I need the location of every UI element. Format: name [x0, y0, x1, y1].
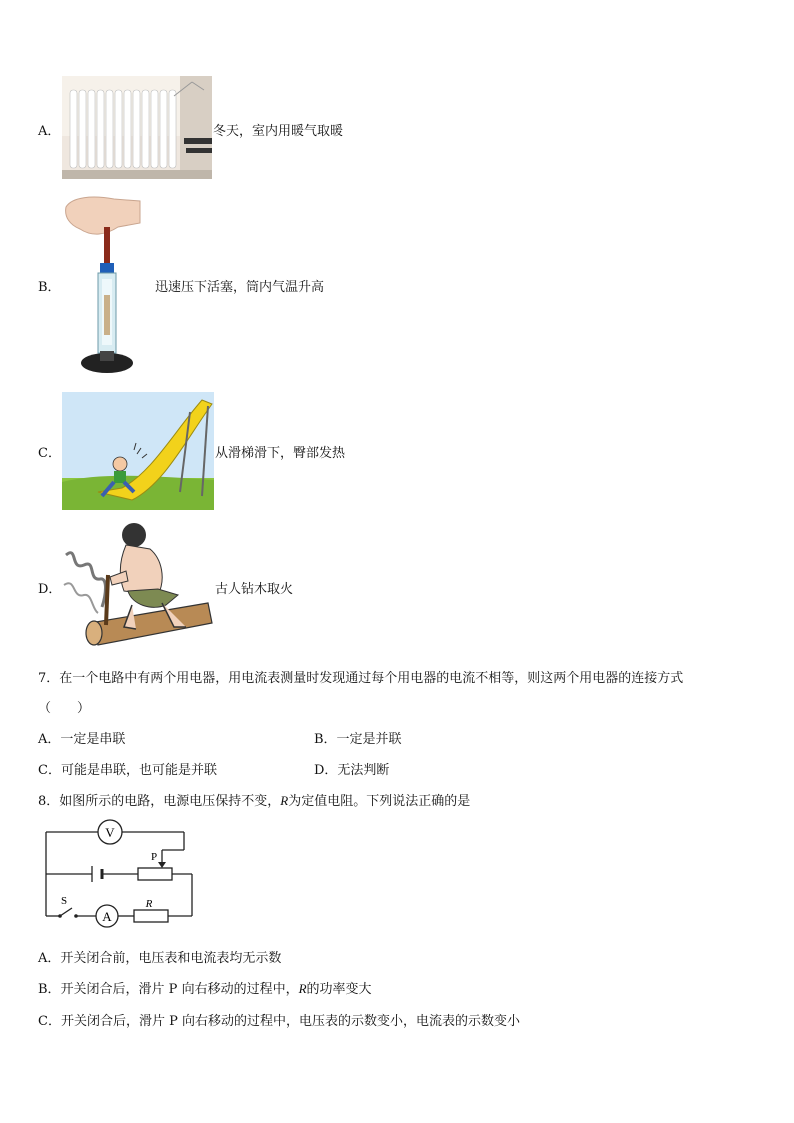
q7-option-a: A．一定是串联: [38, 732, 126, 747]
option-b-text: 迅速压下活塞，筒内气温升高: [155, 280, 325, 295]
option-c-letter: C．: [38, 446, 61, 461]
q8-stem-var: R: [280, 793, 289, 808]
q8-stem-pre: 8．如图所示的电路，电源电压保持不变，: [38, 794, 281, 809]
option-a-text: 冬天，室内用暖气取暖: [213, 124, 344, 139]
air-piston-illustration: [62, 195, 152, 381]
q7-blank: （ ）: [38, 701, 91, 716]
circuit-diagram: [40, 818, 200, 930]
q7-option-c: C．可能是串联，也可能是并联: [38, 763, 217, 778]
option-b-letter: B．: [38, 280, 61, 295]
q7-option-b: B．一定是并联: [314, 732, 402, 747]
resistor-label: R: [145, 898, 153, 910]
q8-option-c: C．开关闭合后，滑片 P 向右移动的过程中，电压表的示数变小，电流表的示数变小: [38, 1014, 520, 1029]
option-c-text: 从滑梯滑下，臀部发热: [215, 446, 346, 461]
q8-option-b-pre: B．开关闭合后，滑片 P 向右移动的过程中，: [38, 982, 299, 997]
q8-stem: [38, 790, 470, 809]
q7-option-d: D．无法判断: [314, 763, 390, 778]
radiator-illustration: [62, 76, 212, 179]
q8-option-b-post: 的功率变大: [306, 982, 372, 997]
q8-option-b: [38, 978, 372, 997]
q8-option-b-var: R: [298, 981, 307, 996]
voltmeter-label: V: [105, 825, 115, 840]
q7-stem: 7．在一个电路中有两个用电器，用电流表测量时发现通过每个用电器的电流不相等，则这两个用电器的连接方式: [38, 671, 684, 686]
switch-label: S: [60, 895, 68, 907]
slider-label: P: [150, 851, 158, 863]
q8-option-a: A．开关闭合前，电压表和电流表均无示数: [38, 951, 282, 966]
option-d-letter: D．: [38, 582, 62, 597]
drill-fire-illustration: [62, 515, 214, 648]
q8-stem-post: 为定值电阻。下列说法正确的是: [288, 794, 471, 809]
slide-illustration: [62, 392, 214, 510]
option-a-letter: A．: [38, 124, 61, 139]
option-d-text: 古人钻木取火: [215, 582, 294, 597]
ammeter-label: A: [102, 909, 112, 924]
